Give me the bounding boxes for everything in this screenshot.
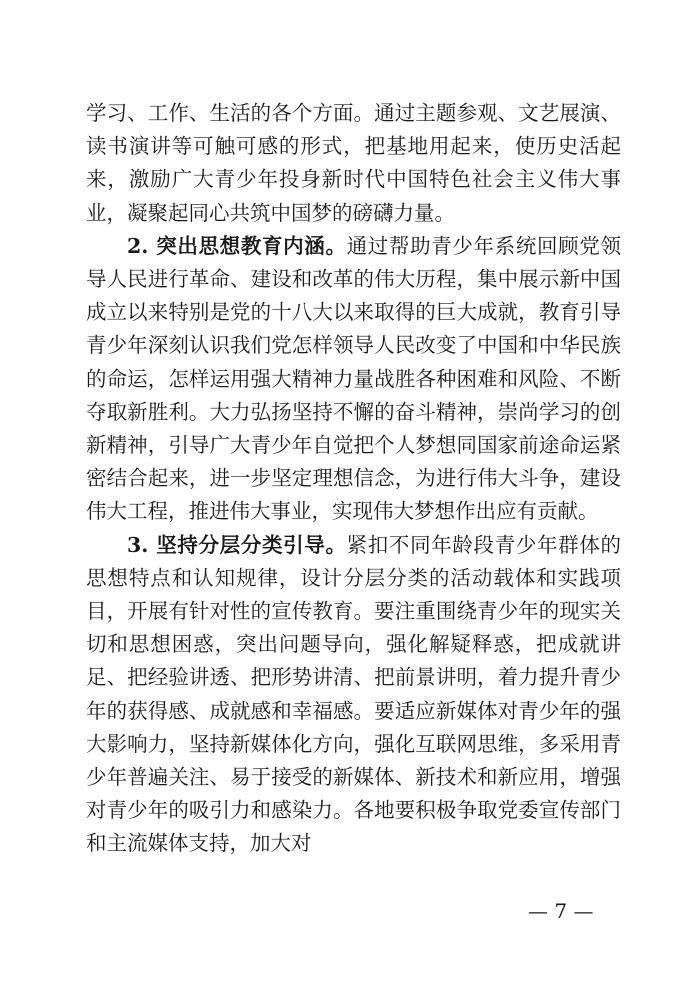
paragraph-3-text: 紧扣不同年龄段青少年群体的思想特点和认知规律，设计分层分类的活动载体和实践项目，开展有针对性的宣传教育。要注重围绕青少年的现实关切和思想困惑，突出问题导向，强化解疑释惑，把成就讲足、把经验讲透、把形势讲清、把前景讲明，着力提升青少年的获得感、成就感和幸福感。要适应新媒体对青少年的强大影响力，坚持新媒体化方向，强化互联网思维，多采用青少年普遍关注、易于接受的新媒体、新技术和新应用，增强对青少年的吸引力和感染力。各地要积极争取党委宣传部门和主流媒体支持，加大对 [86, 532, 621, 856]
paragraph-3-heading: 3. 坚持分层分类引导。 [127, 532, 347, 557]
paragraph-2-heading: 2. 突出思想教育内涵。 [127, 233, 347, 258]
paragraph-2 [86, 230, 621, 529]
paragraph-1 [86, 97, 621, 230]
page-number: — 7 — [528, 899, 594, 923]
body-text [86, 97, 621, 861]
paragraph-1-text: 学习、工作、生活的各个方面。通过主题参观、文艺展演、读书演讲等可触可感的形式，把基地用起来，使历史活起来，激励广大青少年投身新时代中国特色社会主义伟大事业，凝聚起同心共筑中国梦的磅礴力量。 [86, 101, 621, 225]
paragraph-2-text: 通过帮助青少年系统回顾党领导人民进行革命、建设和改革的伟大历程，集中展示新中国成立以来特别是党的十八大以来取得的巨大成就，教育引导青少年深刻认识我们党怎样领导人民改变了中国和中华民族的命运，怎样运用强大精神力量战胜各种困难和风险、不断夺取新胜利。大力弘扬坚持不懈的奋斗精神，崇尚学习的创新精神，引导广大青少年自觉把个人梦想同国家前途命运紧密结合起来，进一步坚定理想信念，为进行伟大斗争，建设伟大工程，推进伟大事业，实现伟大梦想作出应有贡献。 [86, 233, 621, 524]
paragraph-3 [86, 529, 621, 861]
